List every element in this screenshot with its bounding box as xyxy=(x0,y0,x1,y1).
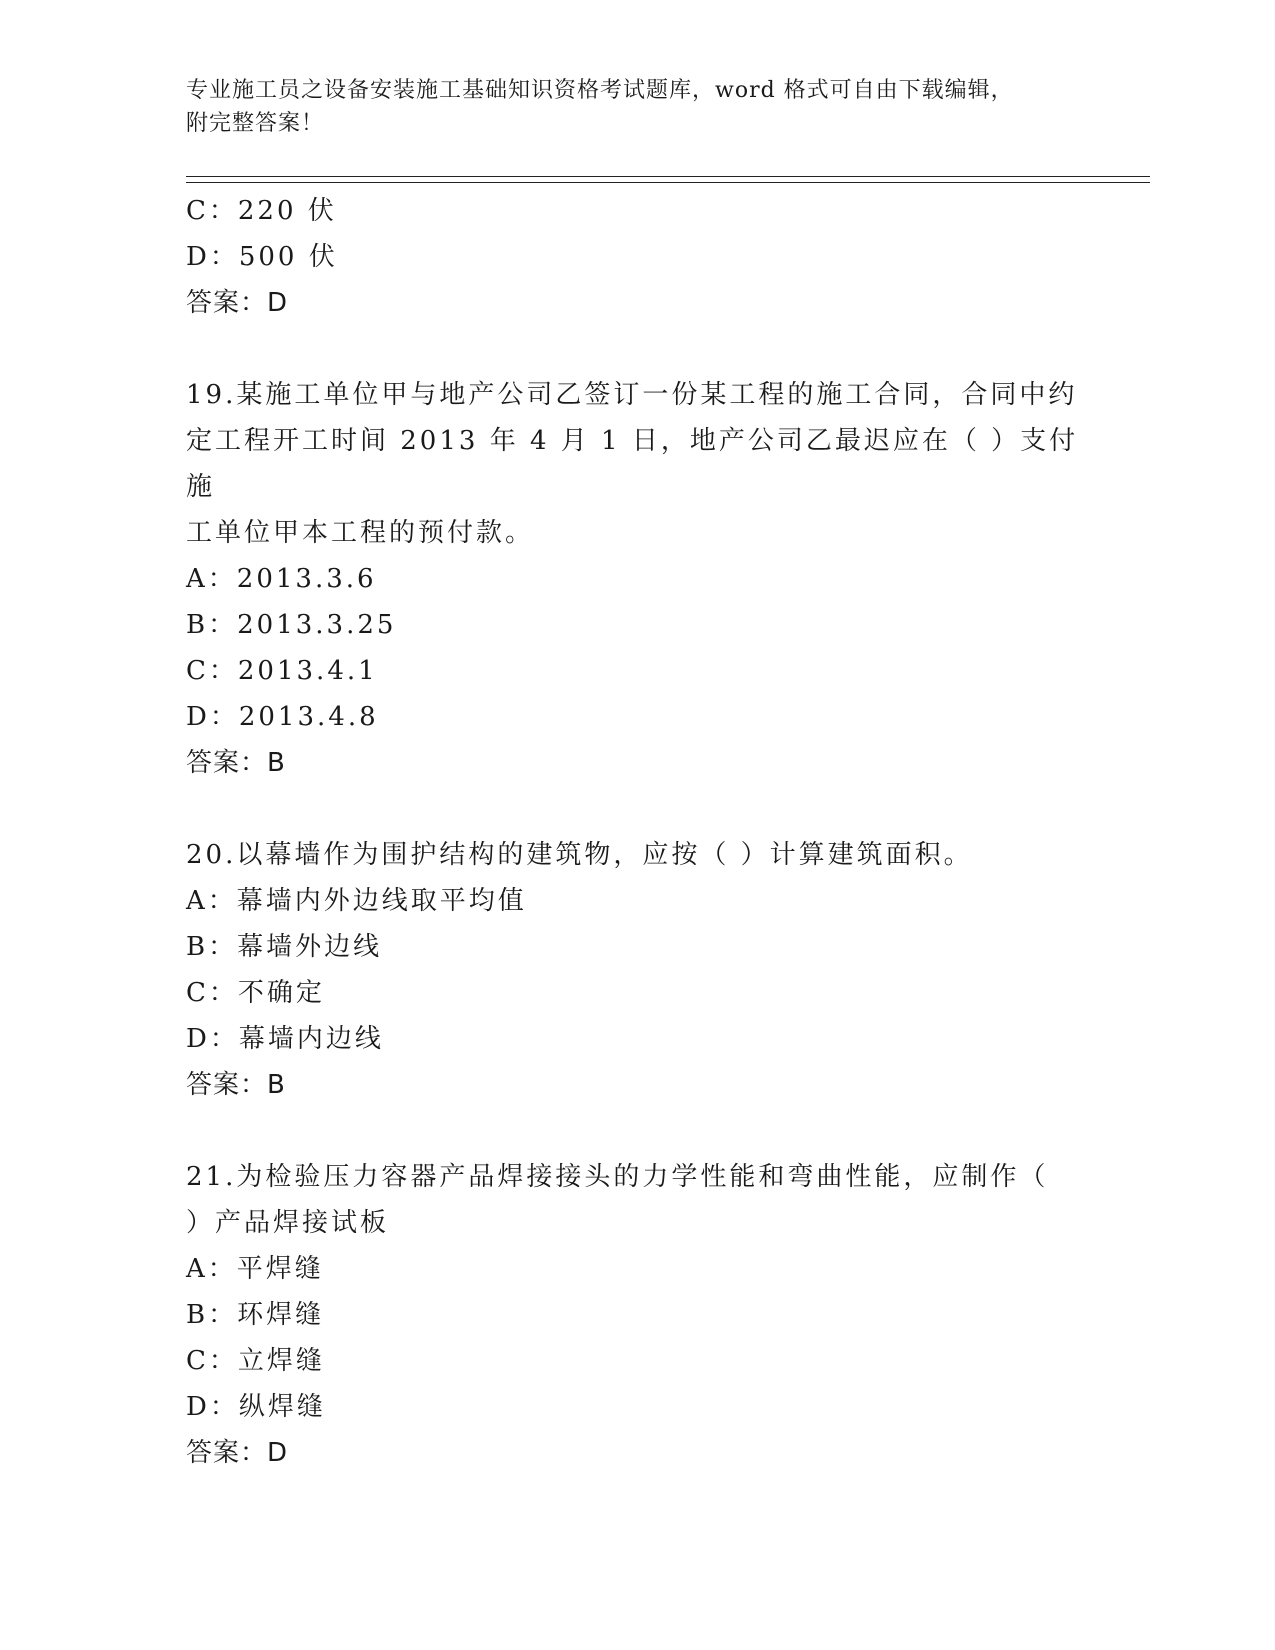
header-line-1: 专业施工员之设备安装施工基础知识资格考试题库，word 格式可自由下载编辑， xyxy=(186,78,1014,103)
option-c: C：2013.4.1 xyxy=(186,656,378,686)
option-a: A：平焊缝 xyxy=(186,1254,324,1284)
partial-question xyxy=(186,188,1086,326)
answer: 答案：B xyxy=(186,748,286,778)
option-d: D：500 伏 xyxy=(186,242,338,272)
option-b: B：环焊缝 xyxy=(186,1300,325,1330)
answer: 答案：D xyxy=(186,288,289,318)
question-text-line: 21.为检验压力容器产品焊接接头的力学性能和弯曲性能，应制作（ xyxy=(186,1162,1049,1192)
option-d: D：纵焊缝 xyxy=(186,1392,326,1422)
option-d: D：2013.4.8 xyxy=(186,702,379,732)
question-text-line: 20.以幕墙作为围护结构的建筑物，应按（ ）计算建筑面积。 xyxy=(186,840,973,870)
option-c: C：220 伏 xyxy=(186,196,337,226)
header-divider xyxy=(186,176,1150,183)
header-line-2: 附完整答案！ xyxy=(186,111,325,136)
option-b: B：幕墙外边线 xyxy=(186,932,383,962)
question-text-line: ）产品焊接试板 xyxy=(186,1208,390,1238)
question-text-line: 定工程开工时间 2013 年 4 月 1 日，地产公司乙最迟应在（ ）支付施 xyxy=(186,426,1079,502)
document-header xyxy=(186,74,1086,140)
option-d: D：幕墙内边线 xyxy=(186,1024,384,1054)
answer: 答案：D xyxy=(186,1438,289,1468)
question-20 xyxy=(186,832,1086,1108)
question-text-line: 19.某施工单位甲与地产公司乙签订一份某工程的施工合同，合同中约 xyxy=(186,380,1078,410)
option-c: C：不确定 xyxy=(186,978,325,1008)
option-a: A：幕墙内外边线取平均值 xyxy=(186,886,527,916)
question-text-line: 工单位甲本工程的预付款。 xyxy=(186,518,535,548)
document-body xyxy=(186,188,1086,1476)
option-c: C：立焊缝 xyxy=(186,1346,325,1376)
option-b: B：2013.3.25 xyxy=(186,610,397,640)
answer: 答案：B xyxy=(186,1070,286,1100)
option-a: A：2013.3.6 xyxy=(186,564,377,594)
question-19 xyxy=(186,372,1086,786)
question-21 xyxy=(186,1154,1086,1476)
